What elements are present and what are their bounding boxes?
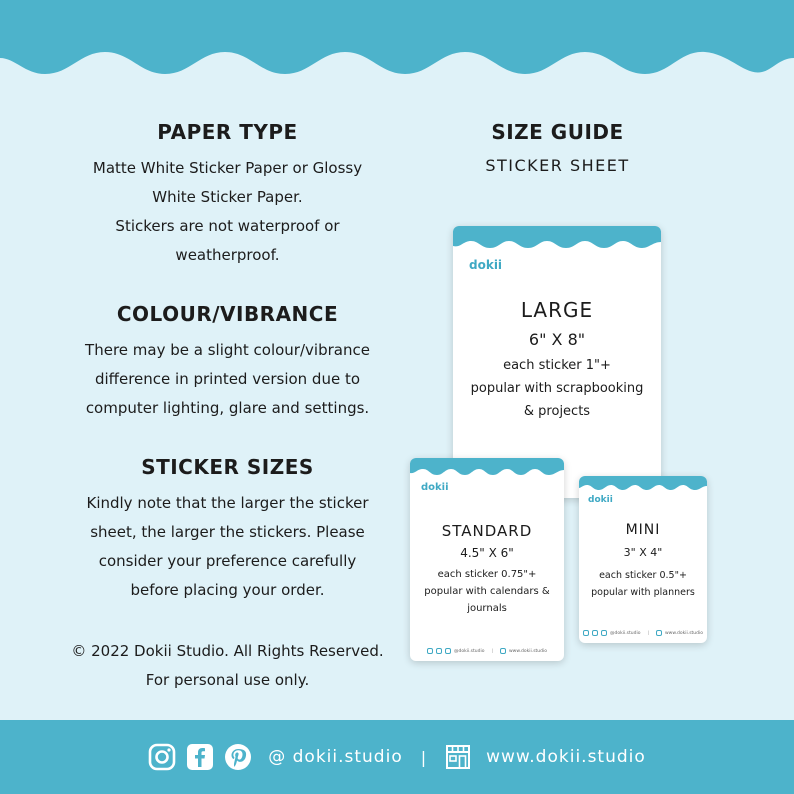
social-handle[interactable]: @ dokii.studio — [268, 747, 403, 767]
footer-divider: | — [420, 747, 427, 767]
sheet-desc-line: popular with calendars & — [424, 586, 550, 597]
sheet-desc-line: popular with planners — [591, 587, 695, 598]
shop-icon — [656, 630, 662, 636]
sheet-footer-handle: @dokii.studio — [609, 630, 641, 636]
sheet-footer — [579, 630, 707, 636]
sticker-sizes-section — [60, 455, 395, 605]
footer-bar — [0, 720, 794, 794]
scalloped-top-border — [0, 0, 794, 80]
paper-type-line: Matte White Sticker Paper or Glossy — [92, 159, 363, 177]
personal-use-line: For personal use only. — [145, 671, 310, 689]
facebook-icon[interactable] — [186, 743, 214, 771]
sheet-description — [410, 566, 564, 617]
facebook-icon — [436, 648, 442, 654]
paper-type-line: weatherproof. — [175, 246, 280, 264]
sheet-desc-line: popular with scrapbooking — [470, 381, 644, 396]
sheet-scallop — [579, 476, 707, 490]
sticker-sheet-mini — [579, 476, 707, 643]
sheet-scallop — [410, 458, 564, 475]
sheet-desc-line: each sticker 1"+ — [503, 358, 611, 373]
sheet-size-name: LARGE — [520, 298, 594, 322]
size-guide-title — [430, 120, 685, 175]
colour-section — [60, 302, 395, 423]
sheet-size-name: STANDARD — [441, 522, 533, 540]
sheet-footer-handle: @dokii.studio — [453, 648, 485, 654]
sheet-dimensions: 6" X 8" — [528, 330, 586, 349]
website-link[interactable]: www.dokii.studio — [486, 747, 646, 767]
paper-type-heading: PAPER TYPE — [157, 120, 298, 144]
sticker-sizes-line: Kindly note that the larger the sticker — [86, 494, 369, 512]
colour-line: difference in printed version due to — [94, 370, 361, 388]
sheet-footer-site: www.dokii.studio — [664, 630, 704, 636]
paper-type-line: Stickers are not waterproof or — [115, 217, 340, 235]
pinterest-icon — [601, 630, 607, 636]
sheet-dimensions: 4.5" X 6" — [460, 546, 514, 560]
sticker-sheet-standard — [410, 458, 564, 661]
sheet-desc-line: & projects — [523, 404, 591, 419]
paper-type-section — [60, 120, 395, 270]
sheet-description — [453, 354, 661, 423]
colour-line: There may be a slight colour/vibrance — [85, 341, 370, 359]
sheet-desc-line: each sticker 0.75"+ — [437, 569, 537, 580]
brand-logo: dokii — [588, 495, 613, 505]
pinterest-icon — [445, 648, 451, 654]
sheet-dimensions: 3" X 4" — [623, 546, 663, 559]
shop-icon[interactable] — [444, 743, 472, 771]
sheet-desc-line: each sticker 0.5"+ — [599, 570, 687, 581]
pinterest-icon[interactable] — [224, 743, 252, 771]
colour-line: computer lighting, glare and settings. — [85, 399, 370, 417]
info-column — [60, 120, 395, 695]
sheet-footer — [410, 648, 564, 654]
colour-heading: COLOUR/VIBRANCE — [116, 302, 339, 326]
sheet-footer-site: www.dokii.studio — [508, 648, 548, 654]
sticker-sizes-line: consider your preference carefully — [98, 552, 357, 570]
sheet-desc-line: journals — [467, 603, 507, 614]
sheet-description — [579, 567, 707, 601]
sticker-sizes-line: sheet, the larger the stickers. Please — [90, 523, 365, 541]
sheet-footer-divider: | — [647, 630, 649, 636]
copyright-line: © 2022 Dokii Studio. All Rights Reserved. — [71, 642, 384, 660]
instagram-icon — [427, 648, 433, 654]
sheet-scallop — [453, 226, 661, 248]
sticker-sizes-heading: STICKER SIZES — [141, 455, 314, 479]
size-guide-heading: SIZE GUIDE — [491, 120, 624, 144]
size-guide-subheading: STICKER SHEET — [485, 156, 630, 175]
facebook-icon — [592, 630, 598, 636]
paper-type-line: White Sticker Paper. — [152, 188, 303, 206]
shop-icon — [500, 648, 506, 654]
brand-logo: dokii — [469, 258, 503, 272]
sticker-sizes-line: before placing your order. — [130, 581, 325, 599]
brand-logo: dokii — [421, 482, 449, 493]
sheet-size-name: MINI — [625, 522, 661, 538]
instagram-icon[interactable] — [148, 743, 176, 771]
sheet-footer-divider: | — [491, 648, 493, 654]
instagram-icon — [583, 630, 589, 636]
